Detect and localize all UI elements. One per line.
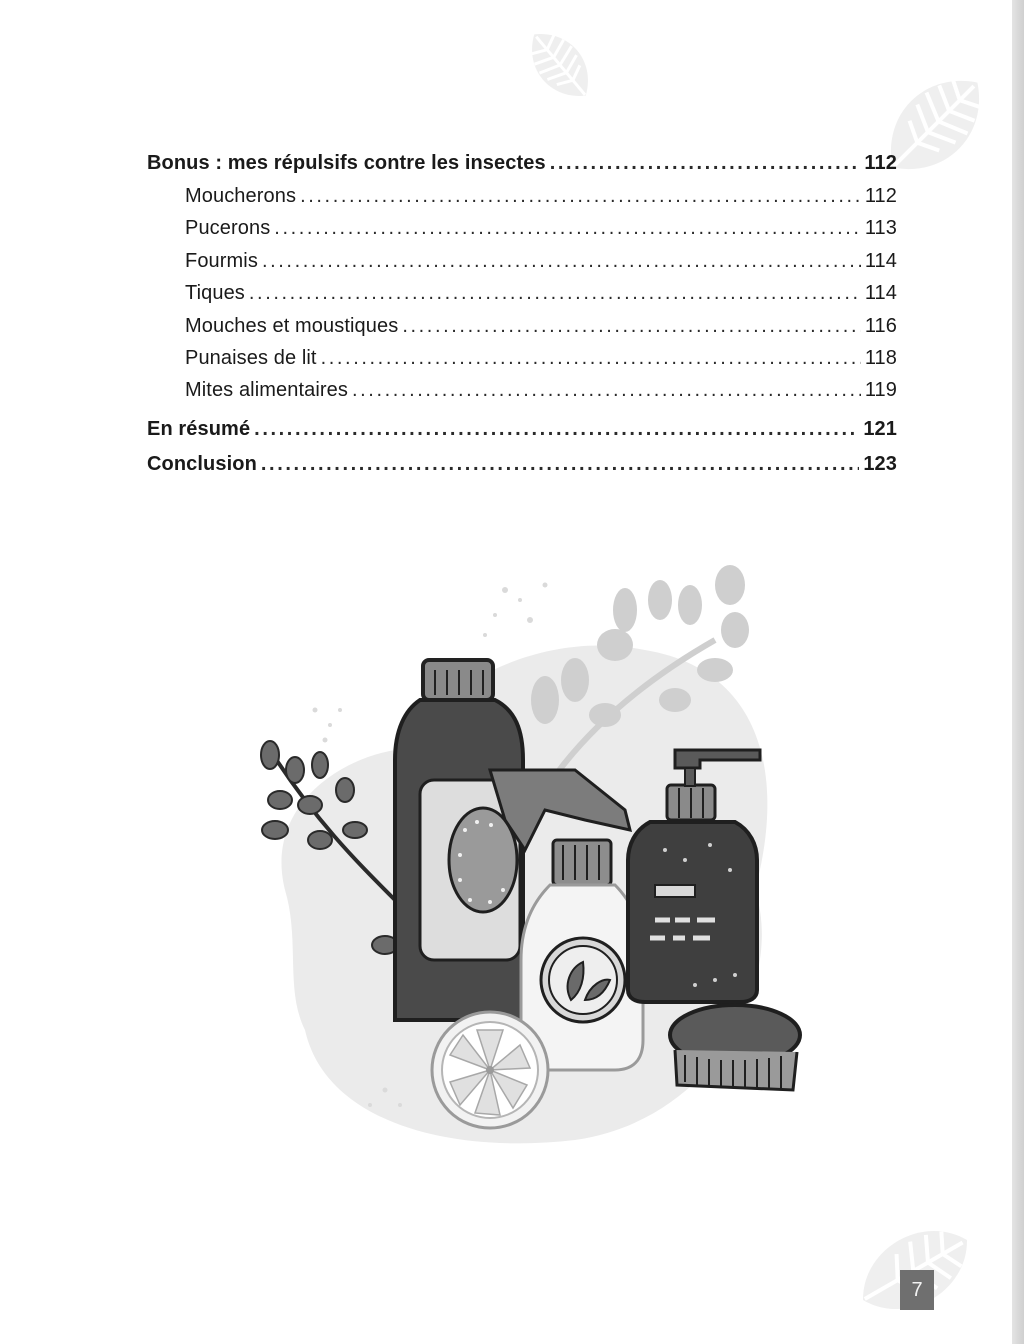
toc-entry-title: Punaises de lit bbox=[185, 346, 317, 369]
toc-entry[interactable] bbox=[147, 453, 897, 486]
toc-entry[interactable] bbox=[147, 185, 897, 217]
toc-entry[interactable] bbox=[147, 217, 897, 249]
toc-entry-title: En résumé bbox=[147, 417, 251, 440]
toc-entry[interactable] bbox=[147, 152, 897, 185]
toc-entry-title: Mites alimentaires bbox=[185, 379, 348, 402]
table-of-contents bbox=[147, 152, 897, 486]
toc-leader-dots bbox=[300, 185, 861, 208]
toc-entry-title: Tiques bbox=[185, 282, 245, 305]
toc-leader-dots bbox=[261, 453, 859, 476]
toc-entry-page: 113 bbox=[864, 217, 897, 240]
toc-entry[interactable] bbox=[147, 315, 897, 347]
toc-entry-title: Conclusion bbox=[147, 452, 257, 475]
toc-entry-title: Pucerons bbox=[185, 217, 271, 240]
toc-entry-page: 118 bbox=[864, 346, 897, 369]
toc-entry[interactable] bbox=[147, 347, 897, 379]
page-edge-shadow bbox=[1012, 0, 1024, 1344]
toc-entry-page: 123 bbox=[863, 452, 897, 475]
toc-entry-page: 121 bbox=[863, 417, 897, 440]
cleaning-products-illustration bbox=[245, 560, 815, 1150]
toc-entry[interactable] bbox=[147, 418, 897, 453]
toc-entry-page: 114 bbox=[864, 249, 897, 272]
page-number: 7 bbox=[900, 1270, 934, 1310]
toc-entry[interactable] bbox=[147, 250, 897, 282]
toc-entry-title: Bonus : mes répulsifs contre les insectes bbox=[147, 152, 546, 174]
toc-entry-page: 114 bbox=[864, 282, 897, 305]
toc-entry-page: 116 bbox=[864, 314, 897, 337]
leaf-icon bbox=[515, 20, 605, 110]
toc-leader-dots bbox=[321, 347, 861, 370]
toc-entry-page: 112 bbox=[864, 152, 897, 174]
toc-leader-dots bbox=[402, 315, 860, 338]
toc-leader-dots bbox=[262, 250, 861, 273]
toc-entry-page: 112 bbox=[864, 185, 897, 207]
toc-entry[interactable] bbox=[147, 379, 897, 411]
toc-leader-dots bbox=[274, 217, 861, 240]
toc-entry-title: Fourmis bbox=[185, 249, 258, 272]
toc-entry-title: Mouches et moustiques bbox=[185, 314, 399, 337]
toc-entry[interactable] bbox=[147, 282, 897, 314]
toc-entry-title: Moucherons bbox=[185, 185, 297, 207]
toc-leader-dots bbox=[254, 418, 859, 441]
toc-leader-dots bbox=[550, 152, 861, 175]
toc-leader-dots bbox=[352, 379, 861, 402]
toc-entry-page: 119 bbox=[864, 379, 897, 402]
toc-leader-dots bbox=[249, 282, 861, 305]
